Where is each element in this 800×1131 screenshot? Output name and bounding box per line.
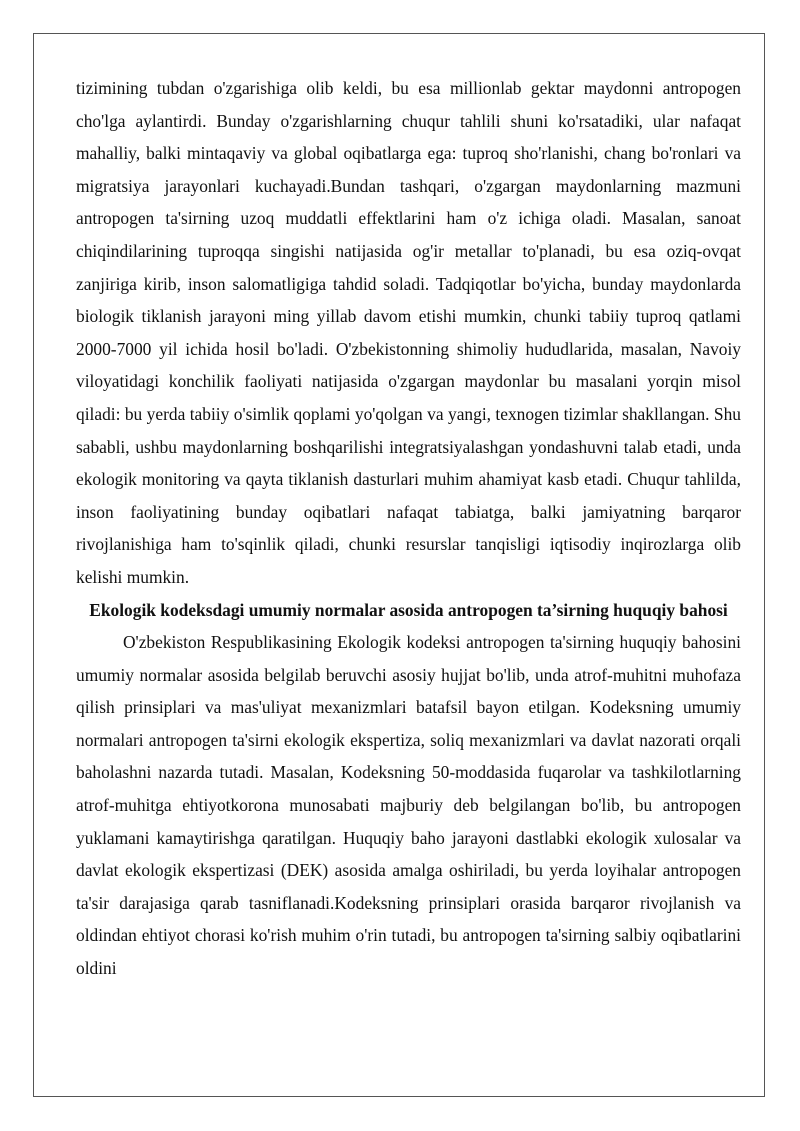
body-paragraph-ecological-code: O'zbekiston Respublikasining Ekologik kodeksi antropogen ta'sirning huquqiy bahosini umumiy normalar asosida belgilab beruvchi asosiy hujjat bo'lib, unda atrof-muhitni muhofaza qilish prinsiplari va mas'uliyat mexanizmlari batafsil bayon etilgan. Kodeksning umumiy normalari antropogen ta'sirni ekologik ekspertiza, soliq mexanizmlari va davlat nazorati orqali baholashni nazarda tutadi. Masalan, Kodeksning 50-moddasida fuqarolar va tashkilotlarning atrof-muhitga ehtiyotkorona munosabati majburiy deb belgilangan bo'lib, bu antropogen yuklamani kamaytirishga qaratilgan. Huquqiy baho jarayoni dastlabki ekologik xulosalar va davlat ekologik ekspertizasi (DEK) asosida amalga oshiriladi, bu yerda loyihalar antropogen ta'sir darajasiga qarab tasniflanadi.Kodeksning prinsiplari orasida barqaror rivojlanish va oldindan ehtiyot chorasi ko'rish muhim o'rin tutadi, bu antropogen ta'sirning salbiy oqibatlarini oldini	[76, 632, 741, 979]
body-paragraph-continued: tizimining tubdan o'zgarishiga olib keldi, bu esa millionlab gektar maydonni antropogen cho'lga aylantirdi. Bunday o'zgarishlarning chuqur tahlili shuni ko'rsatadiki, ular nafaqat mahalliy, balki mintaqaviy va global oqibatlarga ega: tuproq sho'rlanishi, chang bo'ronlari va migratsiya jarayonlari kuchayadi.Bundan tashqari, o'zgargan maydonlarning mazmuni antropogen ta'sirning uzoq muddatli effektlarini ham o'z ichiga oladi. Masalan, sanoat chiqindilarining tuproqqa singishi natijasida og'ir metallar to'planadi, bu esa oziq-ovqat zanjiriga kirib, inson salomatligiga tahdid soladi. Tadqiqotlar bo'yicha, bunday maydonlarda biologik tiklanish jarayoni ming yillab davom etishi mumkin, chunki tabiiy tuproq qatlami 2000-7000 yil ichida hosil bo'ladi. O'zbekistonning shimoliy hududlarida, masalan, Navoiy viloyatidagi konchilik faoliyati natijasida o'zgargan maydonlar bu masalani yorqin misol qiladi: bu yerda tabiiy o'simlik qoplami yo'qolgan va yangi, texnogen tizimlar shakllangan. Shu sababli, ushbu maydonlarning boshqarilishi integratsiyalashgan yondashuvni talab etadi, unda ekologik monitoring va qayta tiklanish dasturlari muhim ahamiyat kasb etadi. Chuqur tahlilda, inson faoliyatining bunday oqibatlari nafaqat tabiatga, balki jamiyatning barqaror rivojlanishiga ham to'sqinlik qiladi, chunki resurslar tanqisligi iqtisodiy inqirozlarga olib kelishi mumkin.	[76, 78, 741, 587]
document-body	[76, 72, 741, 985]
section-heading: Ekologik kodeksdagi umumiy normalar asosida antropogen ta’sirning huquqiy bahosi	[89, 599, 728, 620]
